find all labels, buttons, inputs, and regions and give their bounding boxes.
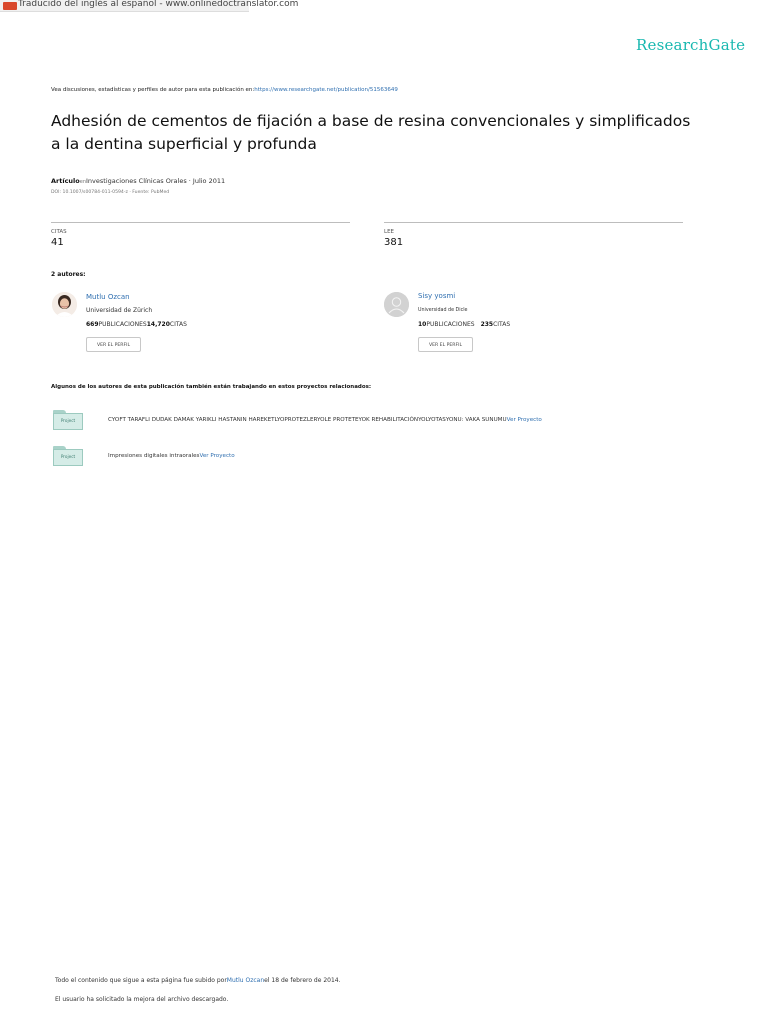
reads-value: 381 bbox=[384, 237, 404, 248]
intro-prefix: Vea discusiones, estadísticas y perfiles de autor para esta publicación en: bbox=[51, 87, 255, 93]
citations-label: CITAS bbox=[51, 229, 67, 235]
reads-label: LEE bbox=[384, 229, 395, 235]
translator-notice[interactable]: Traducido del inglés al español - www.onlinedoctranslator.com bbox=[18, 0, 299, 9]
paper-meta bbox=[51, 177, 225, 185]
upload-note-suffix: el 18 de febrero de 2014. bbox=[264, 977, 341, 984]
citations-value: 41 bbox=[51, 237, 64, 248]
intro-line bbox=[51, 87, 398, 93]
paper-type: Artículo bbox=[51, 177, 80, 185]
project-title: CYOFT TARAFLI DUDAK DAMAK YARIKLI HASTANIN HAREKETLYOPROTEZLERYOLE PROTETEYOK REHABILITACIÓNYOLYOTASYONU: VAKA SUNUMU bbox=[108, 417, 507, 423]
default-user-icon[interactable] bbox=[384, 292, 409, 317]
view-project-link[interactable]: Ver Proyecto bbox=[506, 417, 542, 423]
journal: Investigaciones Clínicas Orales · Julio 2011 bbox=[86, 177, 226, 185]
view-profile-button[interactable]: VER EL PERFIL bbox=[86, 337, 141, 352]
project-item bbox=[108, 453, 235, 459]
author-stats bbox=[418, 321, 510, 328]
researchgate-logo[interactable]: ResearchGate bbox=[636, 36, 746, 54]
project-title: Impresiones digitales intraorales bbox=[108, 453, 200, 459]
publication-link[interactable]: https://www.researchgate.net/publication/51563649 bbox=[254, 87, 398, 93]
author-citations-count: 235 bbox=[480, 321, 494, 328]
reads-divider bbox=[384, 222, 683, 223]
author-photo[interactable] bbox=[52, 292, 77, 317]
paper-in: en bbox=[79, 179, 86, 185]
uploader-link[interactable]: Mutlu Ozcan bbox=[226, 977, 265, 984]
authors-heading: 2 autores: bbox=[51, 271, 86, 278]
project-folder-label: Project bbox=[60, 418, 76, 423]
publications-label: PUBLICACIONES bbox=[426, 321, 475, 328]
view-profile-button[interactable]: VER EL PERFIL bbox=[418, 337, 473, 352]
download-note: El usuario ha solicitado la mejora del archivo descargado. bbox=[55, 996, 229, 1003]
onlinedoctranslator-logo-icon bbox=[3, 2, 17, 10]
author-name[interactable]: Mutlu Ozcan bbox=[86, 293, 130, 301]
upload-note-prefix: Todo el contenido que sigue a esta página fue subido por bbox=[55, 977, 227, 984]
project-folder-label: Project bbox=[60, 454, 76, 459]
project-item bbox=[108, 417, 542, 423]
author-name[interactable]: Sisy yosmi bbox=[418, 292, 456, 300]
project-folder-icon[interactable] bbox=[53, 410, 83, 430]
author-institution[interactable]: Universidad de Dicle bbox=[418, 308, 468, 313]
publications-count: 669 bbox=[86, 321, 99, 328]
projects-heading: Algunos de los autores de esta publicación también están trabajando en estos proyectos relacionados: bbox=[51, 384, 372, 390]
author-stats bbox=[86, 321, 187, 328]
author-citations-count: 14,720 bbox=[146, 321, 170, 328]
author-citations-label: CITAS bbox=[493, 321, 511, 328]
view-project-link[interactable]: Ver Proyecto bbox=[199, 453, 235, 459]
publications-label: PUBLICACIONES bbox=[98, 321, 147, 328]
citations-divider bbox=[51, 222, 350, 223]
publications-count: 10 bbox=[418, 321, 427, 328]
author-institution[interactable]: Universidad de Zürich bbox=[86, 307, 153, 314]
project-folder-icon[interactable] bbox=[53, 446, 83, 466]
author-citations-label: CITAS bbox=[169, 321, 187, 328]
doi: DOI: 10.1007/s00784-011-0594-z · Fuente: PubMed bbox=[51, 190, 170, 195]
paper-title: Adhesión de cementos de fijación a base de resina convencionales y simplificados a la dentina superficial y profunda bbox=[51, 112, 691, 153]
upload-note bbox=[55, 977, 341, 984]
